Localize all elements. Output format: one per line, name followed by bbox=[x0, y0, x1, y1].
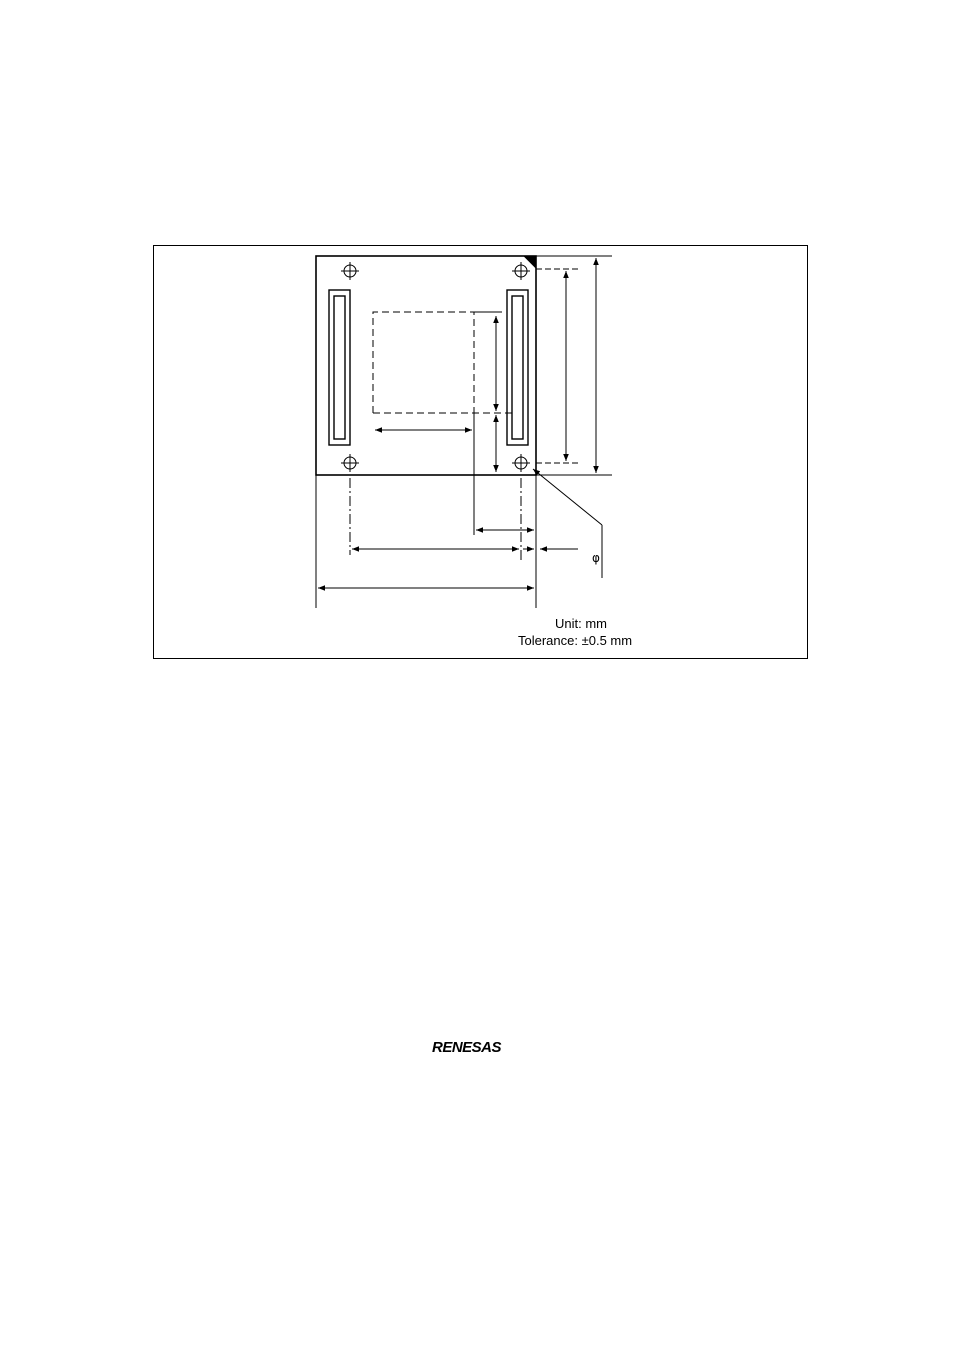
left-connector bbox=[329, 290, 350, 445]
mounting-hole-bottom-right bbox=[512, 454, 530, 472]
mounting-hole-bottom-left bbox=[341, 454, 359, 472]
renesas-logo bbox=[432, 1038, 532, 1056]
hole-diameter-leader bbox=[533, 469, 602, 525]
board-outline bbox=[316, 256, 536, 475]
right-connector bbox=[507, 290, 528, 445]
hole-diameter-symbol: φ bbox=[592, 551, 600, 565]
mounting-hole-top-left bbox=[341, 262, 359, 280]
corner-index-mark bbox=[524, 256, 536, 268]
device-area-outline bbox=[373, 312, 474, 413]
mounting-hole-top-right bbox=[512, 262, 530, 280]
renesas-logo-text: RENESAS bbox=[432, 1039, 502, 1056]
unit-note: Unit: mm bbox=[555, 616, 607, 631]
tolerance-note: Tolerance: ±0.5 mm bbox=[518, 633, 633, 648]
